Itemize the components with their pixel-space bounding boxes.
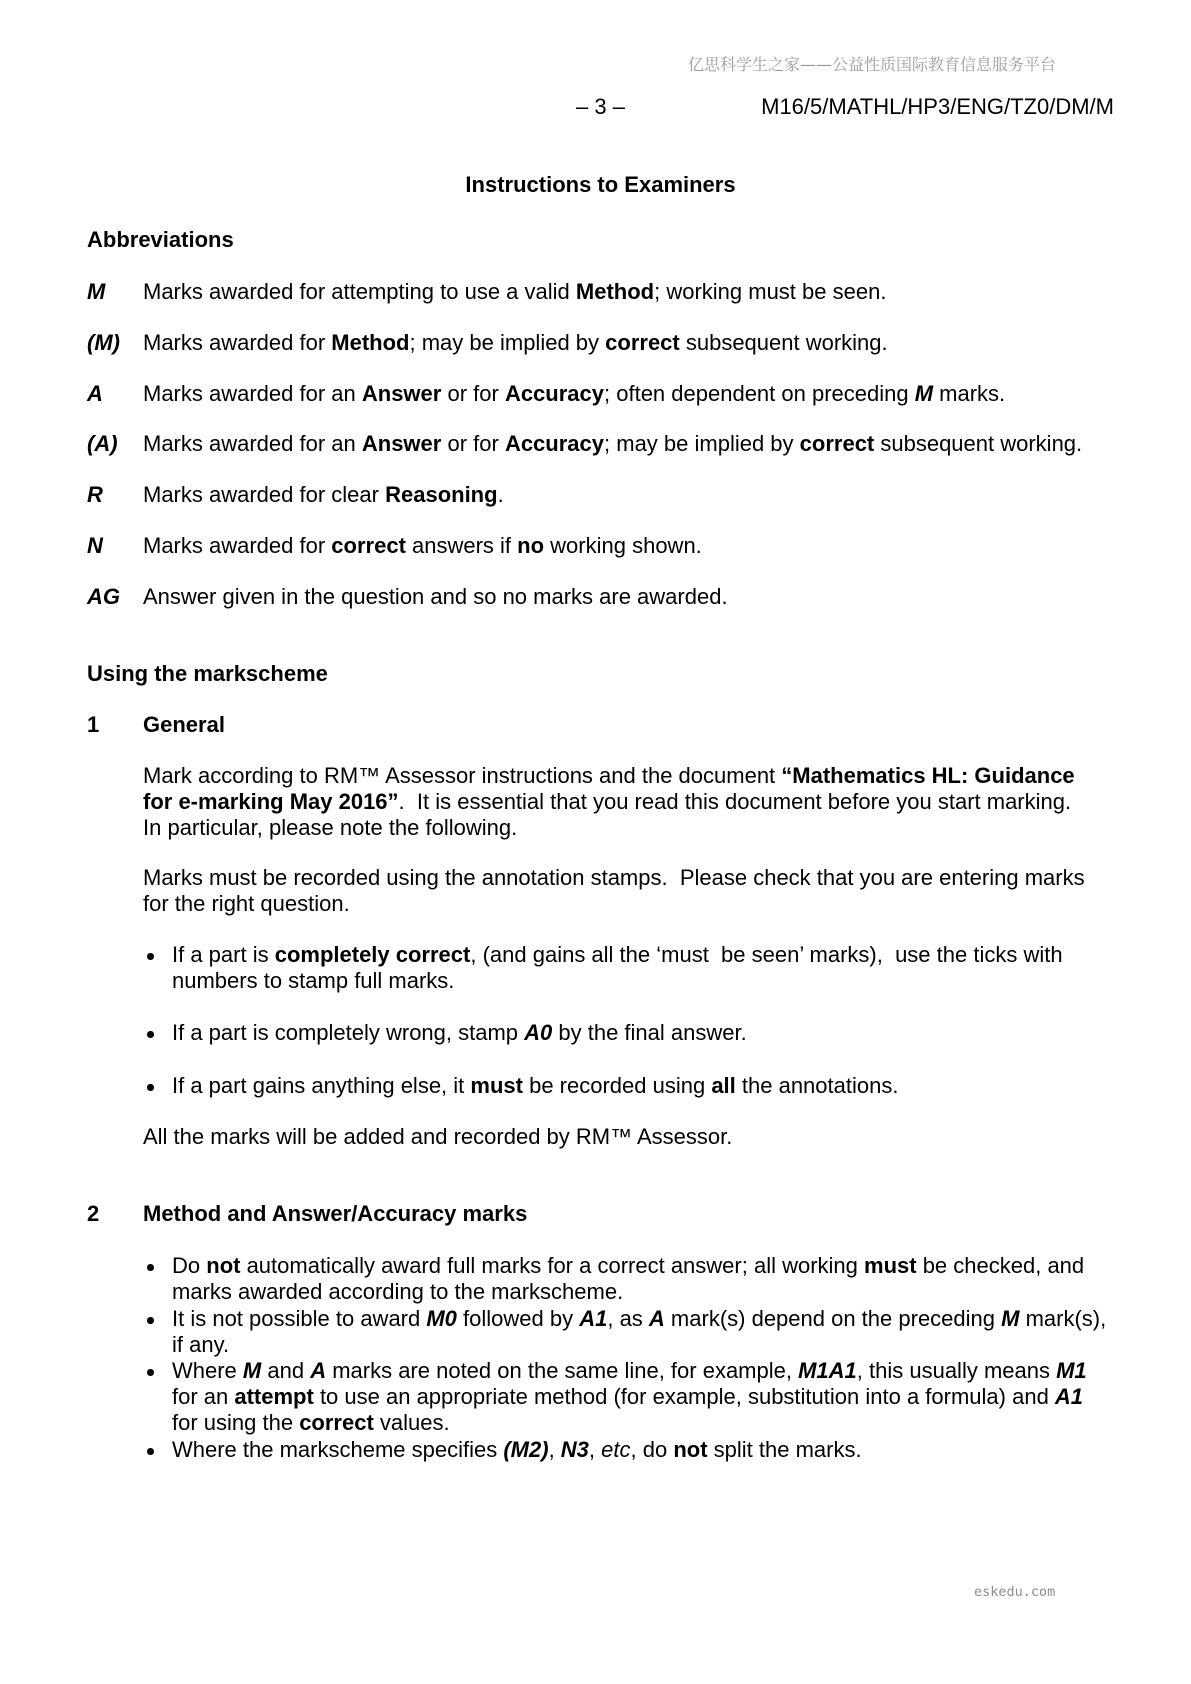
paragraph-line <box>143 865 1085 891</box>
bullet-line <box>172 1410 1087 1436</box>
text-run: answers if <box>405 533 518 558</box>
bullet-icon <box>147 1317 154 1324</box>
text-run: Where the markscheme specifies <box>172 1437 504 1462</box>
bold-term: correct <box>299 1409 374 1435</box>
text-run: Marks must be recorded using the annotation stamps. Please check that you are entering marks <box>143 865 1085 890</box>
section-number: 2 <box>87 1201 100 1226</box>
text-run: be recorded using <box>522 1073 712 1098</box>
text-run: ; may be implied by <box>409 330 606 355</box>
mark-code: A1 <box>1054 1383 1084 1409</box>
section-general-heading <box>87 712 1114 738</box>
bullet-line <box>172 1279 1084 1305</box>
bold-term: Accuracy <box>504 431 605 456</box>
bullet-item <box>143 1358 1087 1435</box>
mark-code: M1A1 <box>798 1358 857 1383</box>
section-title: Method and Answer/Accuracy marks <box>143 1201 528 1226</box>
mark-code: A <box>310 1358 327 1383</box>
text-run: mark(s), <box>1019 1306 1107 1331</box>
bold-term: completely correct <box>274 942 471 967</box>
text-run: to use an appropriate method (for example, substitution into a formula) and <box>313 1383 1055 1409</box>
text-run: ; often dependent on preceding <box>604 381 915 406</box>
text-run: Mark according to RM™ Assessor instructions and the document <box>143 763 782 788</box>
abbreviation-row-m-implied <box>87 330 1114 356</box>
bullet-line <box>172 1020 747 1046</box>
abbreviation-code: R <box>87 482 103 507</box>
bullet-item <box>143 1306 1106 1358</box>
bold-term: all <box>711 1073 736 1098</box>
abbreviation-row-a <box>87 381 1114 407</box>
abbreviation-description <box>143 533 702 559</box>
text-run: marks are noted on the same line, for example, <box>326 1358 799 1383</box>
page-number: – 3 – <box>576 94 625 119</box>
abbreviation-description <box>143 431 1082 457</box>
text-run: If a part is completely wrong, stamp <box>172 1020 525 1045</box>
abbreviation-description <box>143 584 728 610</box>
bold-term: Accuracy <box>504 381 605 406</box>
text-run: Do <box>172 1253 207 1278</box>
mark-code: (M2) <box>503 1437 549 1462</box>
text-run: , as <box>607 1306 649 1331</box>
text-run: Marks awarded for an <box>143 381 362 406</box>
text-run: numbers to stamp full marks. <box>172 967 455 993</box>
text-run: Marks awarded for attempting to use a valid <box>143 279 576 304</box>
text-run: If a part gains anything else, it <box>172 1073 471 1098</box>
bold-term: not <box>673 1437 708 1462</box>
text-run: , do <box>630 1437 674 1462</box>
section-title: General <box>143 712 225 737</box>
bold-term: correct <box>331 533 406 558</box>
text-run: by the final answer. <box>552 1020 747 1045</box>
watermark-bottom-text: eskedu.com <box>974 1584 1056 1600</box>
bullet-line <box>172 968 1063 994</box>
abbreviation-description <box>143 330 888 356</box>
abbreviation-row-n <box>87 533 1114 559</box>
guidance-document-title: for e-marking May 2016” <box>143 788 399 814</box>
abbreviation-row-ag <box>87 584 1114 610</box>
abbreviation-code: A <box>87 381 103 406</box>
paragraph-annotation-stamps <box>143 865 1085 917</box>
mark-code: M0 <box>426 1306 457 1331</box>
text-run: , <box>548 1437 561 1462</box>
bold-term: Method <box>331 330 410 355</box>
mark-code: N3 <box>560 1437 589 1462</box>
bullet-line <box>172 1358 1087 1384</box>
bullet-icon <box>147 1031 154 1038</box>
abbreviation-description <box>143 482 504 508</box>
bullet-icon <box>147 1264 154 1271</box>
abbreviation-code: M <box>87 279 106 304</box>
text-run: . <box>497 482 504 507</box>
section-method-heading <box>87 1201 1114 1227</box>
document-code: M16/5/MATHL/HP3/ENG/TZ0/DM/M <box>761 94 1114 119</box>
text-run: the annotations. <box>735 1073 899 1098</box>
text-run: values. <box>373 1409 450 1435</box>
text-run: , this usually means <box>856 1358 1057 1383</box>
bold-term: must <box>470 1073 523 1098</box>
text-run: for an <box>172 1383 235 1409</box>
bullet-icon <box>147 1448 154 1455</box>
italic-term: etc <box>601 1437 631 1462</box>
mark-code: M <box>1001 1306 1020 1331</box>
markscheme-heading: Using the markscheme <box>87 661 328 686</box>
text-run: subsequent working. <box>874 431 1083 456</box>
text-run: It is not possible to award <box>172 1306 427 1331</box>
text-run: working shown. <box>544 533 702 558</box>
bullet-line <box>172 942 1063 968</box>
bullet-line <box>172 1253 1084 1279</box>
bullet-item <box>143 1437 862 1463</box>
text-run: for using the <box>172 1409 300 1435</box>
section-number: 1 <box>87 712 100 737</box>
mark-code: A <box>648 1306 665 1331</box>
paragraph-closing: All the marks will be added and recorded by RM™ Assessor. <box>143 1124 733 1149</box>
abbreviation-code: AG <box>87 584 120 609</box>
text-run: If a part is <box>172 942 275 967</box>
abbreviation-code: (M) <box>87 330 120 355</box>
text-run: or for <box>441 381 505 406</box>
text-run: , (and gains all the ‘must be seen’ marks), use the ticks with <box>470 942 1063 967</box>
bullet-line <box>172 1073 898 1099</box>
bold-term: Answer <box>361 381 442 406</box>
abbreviation-row-r <box>87 482 1114 508</box>
page-title: Instructions to Examiners <box>465 172 736 197</box>
text-run: be checked, and <box>916 1253 1085 1278</box>
bullet-line <box>172 1384 1087 1410</box>
guidance-document-title: “Mathematics HL: Guidance <box>781 763 1075 788</box>
text-run: marks. <box>933 381 1006 406</box>
abbreviation-code: N <box>87 533 103 558</box>
bullet-item <box>143 942 1063 994</box>
bold-term: correct <box>605 330 680 355</box>
text-run: if any. <box>172 1331 230 1357</box>
text-run: for the right question. <box>143 890 350 916</box>
abbreviation-code: (A) <box>87 431 118 456</box>
bold-term: Answer <box>361 431 442 456</box>
text-run: ; may be implied by <box>604 431 800 456</box>
bullet-item <box>143 1253 1084 1305</box>
bullet-line <box>172 1437 862 1463</box>
text-run: Marks awarded for <box>143 533 332 558</box>
paragraph-line <box>143 763 1075 789</box>
mark-code: M <box>914 381 934 406</box>
text-run: or for <box>441 431 505 456</box>
bullet-line <box>172 1332 1106 1358</box>
text-run: mark(s) depend on the preceding <box>664 1306 1002 1331</box>
text-run: Marks awarded for an <box>143 431 362 456</box>
bullet-icon <box>147 953 154 960</box>
text-run: Marks awarded for <box>143 330 332 355</box>
bold-term: attempt <box>234 1383 314 1409</box>
bullet-icon <box>147 1369 154 1376</box>
text-run: Where <box>172 1358 243 1383</box>
text-run: ; working must be seen. <box>654 279 887 304</box>
paragraph-line <box>143 815 1075 841</box>
text-run: split the marks. <box>707 1437 862 1462</box>
abbreviation-row-a-implied <box>87 431 1114 457</box>
bullet-line <box>172 1306 1106 1332</box>
bullet-item <box>143 1073 898 1099</box>
paragraph-line <box>143 789 1075 815</box>
text-run: , <box>588 1437 602 1462</box>
text-run: and <box>261 1358 311 1383</box>
text-run: followed by <box>456 1306 580 1331</box>
paragraph-line <box>143 891 1085 917</box>
abbreviation-description <box>143 381 1005 407</box>
text-run: In particular, please note the following. <box>143 814 518 840</box>
bold-term: no <box>517 533 545 558</box>
bold-term: must <box>864 1253 917 1278</box>
abbreviations-heading: Abbreviations <box>87 227 234 252</box>
watermark-top-text: 亿思科学生之家——公益性质国际教育信息服务平台 <box>687 55 1056 74</box>
paragraph-guidance <box>143 763 1075 840</box>
mark-code: A1 <box>579 1306 608 1331</box>
text-run: automatically award full marks for a correct answer; all working <box>240 1253 865 1278</box>
mark-code: M1 <box>1056 1358 1087 1383</box>
bold-term: Reasoning <box>385 482 498 507</box>
mark-code: M <box>242 1358 262 1383</box>
bold-term: correct <box>799 431 875 456</box>
text-run: subsequent working. <box>679 330 888 355</box>
text-run: Marks awarded for clear <box>143 482 386 507</box>
bullet-item <box>143 1020 747 1046</box>
text-run: marks awarded according to the markscheme. <box>172 1278 624 1304</box>
abbreviation-description <box>143 279 886 305</box>
bold-term: not <box>206 1253 241 1278</box>
text-run: Answer given in the question and so no marks are awarded. <box>143 584 728 609</box>
text-run: . It is essential that you read this document before you start marking. <box>398 788 1072 814</box>
bold-term: Method <box>575 279 655 304</box>
abbreviation-row-m <box>87 279 1114 305</box>
mark-code: A0 <box>524 1020 553 1045</box>
bullet-icon <box>147 1084 154 1091</box>
